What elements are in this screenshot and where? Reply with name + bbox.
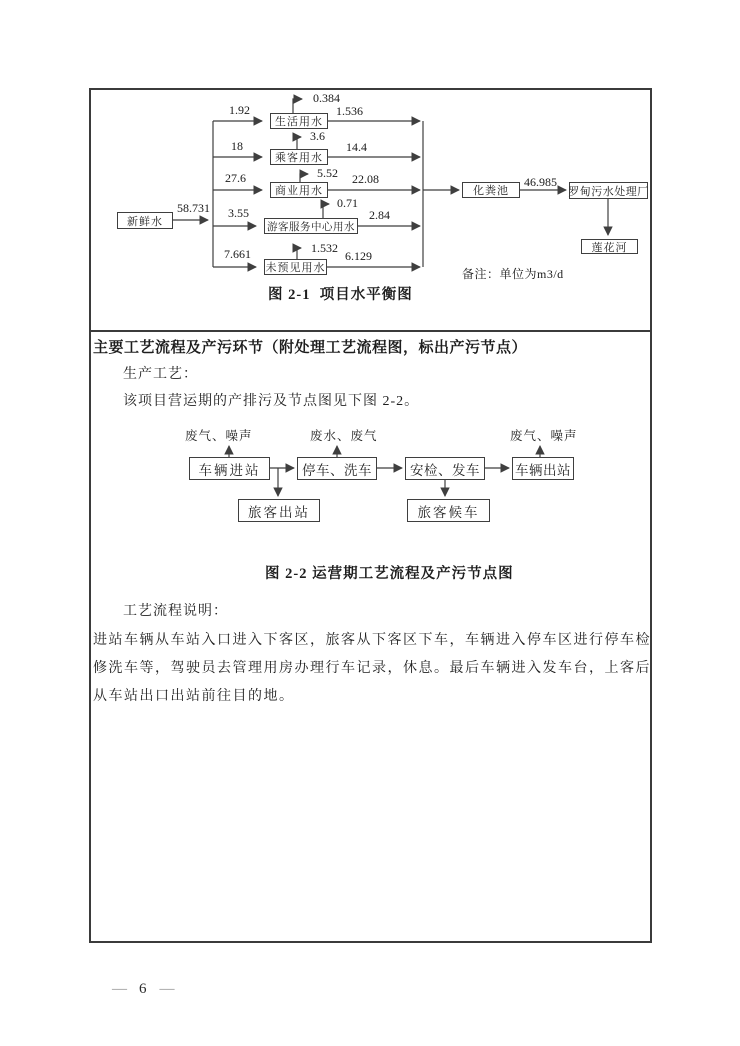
branch3-loss: 5.52 — [317, 166, 338, 180]
page-number: 6 — [139, 981, 147, 997]
septic-outflow-value: 46.985 — [524, 175, 557, 189]
branch1-outflow: 1.536 — [336, 104, 363, 118]
section-intro: 该项目营运期的产排污及节点图见下图 2-2。 — [123, 394, 420, 409]
step-security-dispatch-box: 安检、发车 — [405, 457, 485, 480]
process-description-title: 工艺流程说明： — [123, 604, 228, 619]
branch2-inflow: 18 — [231, 139, 243, 153]
step-park-wash-box: 停车、洗车 — [297, 457, 377, 480]
branch2-loss: 3.6 — [310, 129, 325, 143]
figure-2-2-caption: 图 2-2 运营期工艺流程及产污节点图 — [265, 566, 514, 582]
emission-label-1: 废气、噪声 — [185, 429, 253, 443]
branch2-outflow: 14.4 — [346, 140, 367, 154]
river-box: 莲花河 — [581, 239, 638, 254]
branch5-loss: 1.532 — [311, 241, 338, 255]
footer-dash-left: — — [112, 981, 126, 997]
branch4-inflow: 3.55 — [228, 206, 249, 220]
branch4-outflow: 2.84 — [369, 208, 390, 222]
unforeseen-water-box: 未预见用水 — [264, 259, 327, 275]
production-process-label: 生产工艺： — [123, 367, 198, 382]
fresh-water-box: 新鲜水 — [117, 212, 173, 229]
figure-2-1-caption: 图 2-1 项目水平衡图 — [268, 287, 413, 303]
description-line-1: 进站车辆从车站入口进入下客区，旅客从下客区下车，车辆进入停车区进行停车检 — [93, 633, 651, 648]
passenger-water-box: 乘客用水 — [270, 149, 328, 165]
section-header: 主要工艺流程及产污环节（附处理工艺流程图，标出产污节点） — [93, 340, 528, 356]
source-flow-value: 58.731 — [177, 201, 210, 215]
unit-note: 备注：单位为m3/d — [462, 267, 564, 281]
description-line-2: 修洗车等，驾驶员去管理用房办理行车记录，休息。最后车辆进入发车台，上客后 — [93, 661, 651, 676]
substep-passenger-exit-box: 旅客出站 — [238, 499, 320, 522]
branch3-inflow: 27.6 — [225, 171, 246, 185]
domestic-water-box: 生活用水 — [270, 113, 328, 129]
visitor-center-water-box: 游客服务中心用水 — [264, 218, 358, 234]
branch5-inflow: 7.661 — [224, 247, 251, 261]
branch3-outflow: 22.08 — [352, 172, 379, 186]
emission-label-3: 废气、噪声 — [510, 429, 578, 443]
branch5-outflow: 6.129 — [345, 249, 372, 263]
page-footer — [112, 981, 174, 998]
step-vehicle-exit-box: 车辆出站 — [512, 457, 574, 480]
septic-tank-box: 化粪池 — [462, 182, 520, 198]
substep-passenger-wait-box: 旅客候车 — [407, 499, 490, 522]
branch4-loss: 0.71 — [337, 196, 358, 210]
branch1-inflow: 1.92 — [229, 103, 250, 117]
emission-label-2: 废水、废气 — [310, 429, 378, 443]
footer-dash-right: — — [159, 981, 174, 997]
section-divider-line — [91, 330, 650, 332]
sewage-plant-box: 罗甸污水处理厂 — [569, 182, 648, 199]
description-line-3: 从车站出口出站前往目的地。 — [93, 689, 295, 704]
commercial-water-box: 商业用水 — [270, 182, 328, 198]
step-vehicle-entry-box: 车辆进站 — [189, 457, 270, 480]
branch1-loss: 0.384 — [313, 91, 340, 105]
